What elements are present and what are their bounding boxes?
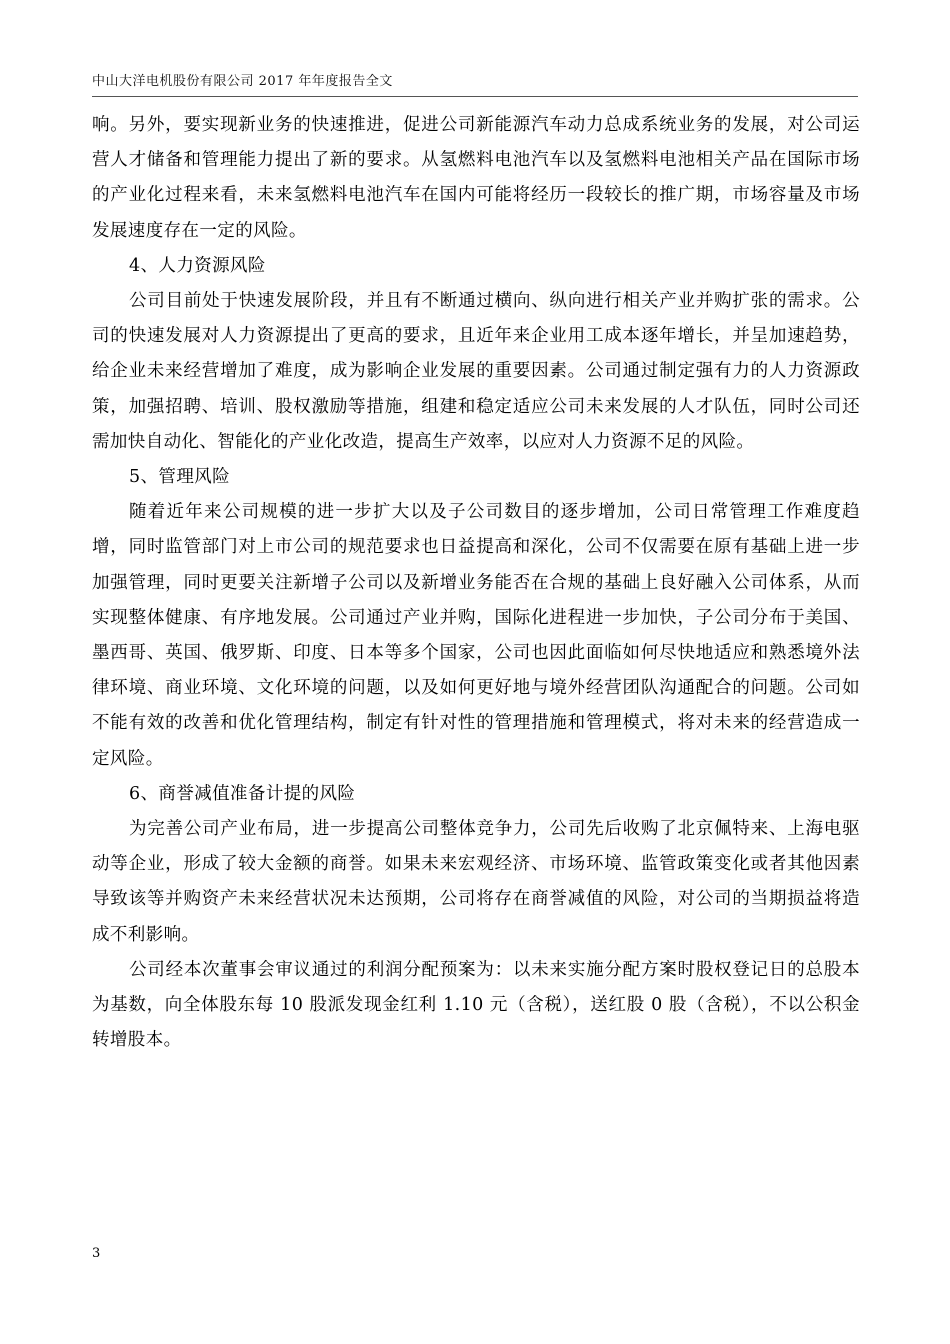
paragraph-profit-distribution: 公司经本次董事会审议通过的利润分配预案为：以未来实施分配方案时股权登记日的总股本为基数，向全体股东每 10 股派发现金红利 1.10 元（含税），送红股 0 股（含税），不以公积金转增股本。 bbox=[92, 959, 860, 1051]
paragraph-hr-risk: 公司目前处于快速发展阶段，并且有不断通过横向、纵向进行相关产业并购扩张的需求。公司的快速发展对人力资源提出了更高的要求，且近年来企业用工成本逐年增长，并呈加速趋势，给企业未来经营增加了难度，成为影响企业发展的重要因素。公司通过制定强有力的人力资源政策，加强招聘、培训、股权激励等措施，组建和稳定适应公司未来发展的人才队伍，同时公司还需加快自动化、智能化的产业化改造，提高生产效率，以应对人力资源不足的风险。 bbox=[92, 291, 860, 452]
section-heading-management-risk: 5、管理风险 bbox=[129, 467, 231, 488]
document-body bbox=[92, 108, 860, 1058]
paragraph-management-risk: 随着近年来公司规模的进一步扩大以及子公司数目的逐步增加，公司日常管理工作难度趋增，同时监管部门对上市公司的规范要求也日益提高和深化，公司不仅需要在原有基础上进一步加强管理，同时更要关注新增子公司以及新增业务能否在合规的基础上良好融入公司体系，从而实现整体健康、有序地发展。公司通过产业并购，国际化进程进一步加快，子公司分布于美国、墨西哥、英国、俄罗斯、印度、日本等多个国家，公司也因此面临如何尽快地适应和熟悉境外法律环境、商业环境、文化环境的问题，以及如何更好地与境外经营团队沟通配合的问题。公司如不能有效的改善和优化管理结构，制定有针对性的管理措施和管理模式，将对未来的经营造成一定风险。 bbox=[92, 502, 860, 769]
paragraph-continuation: 响。另外，要实现新业务的快速推进，促进公司新能源汽车动力总成系统业务的发展，对公司运营人才储备和管理能力提出了新的要求。从氢燃料电池汽车以及氢燃料电池相关产品在国际市场的产业化过程来看，未来氢燃料电池汽车在国内可能将经历一段较长的推广期，市场容量及市场发展速度存在一定的风险。 bbox=[92, 115, 860, 241]
section-heading-hr-risk: 4、人力资源风险 bbox=[129, 255, 266, 276]
header-divider bbox=[92, 96, 858, 97]
page-number: 3 bbox=[92, 1246, 101, 1261]
paragraph-goodwill-risk: 为完善公司产业布局，进一步提高公司整体竞争力，公司先后收购了北京佩特来、上海电驱动等企业，形成了较大金额的商誉。如果未来宏观经济、市场环境、监管政策变化或者其他因素导致该等并购资产未来经营状况未达预期，公司将存在商誉减值的风险，对公司的当期损益将造成不利影响。 bbox=[92, 819, 860, 945]
section-heading-goodwill-risk: 6、商誉减值准备计提的风险 bbox=[129, 783, 356, 804]
report-header: 中山大洋电机股份有限公司 2017 年年度报告全文 bbox=[92, 74, 393, 89]
